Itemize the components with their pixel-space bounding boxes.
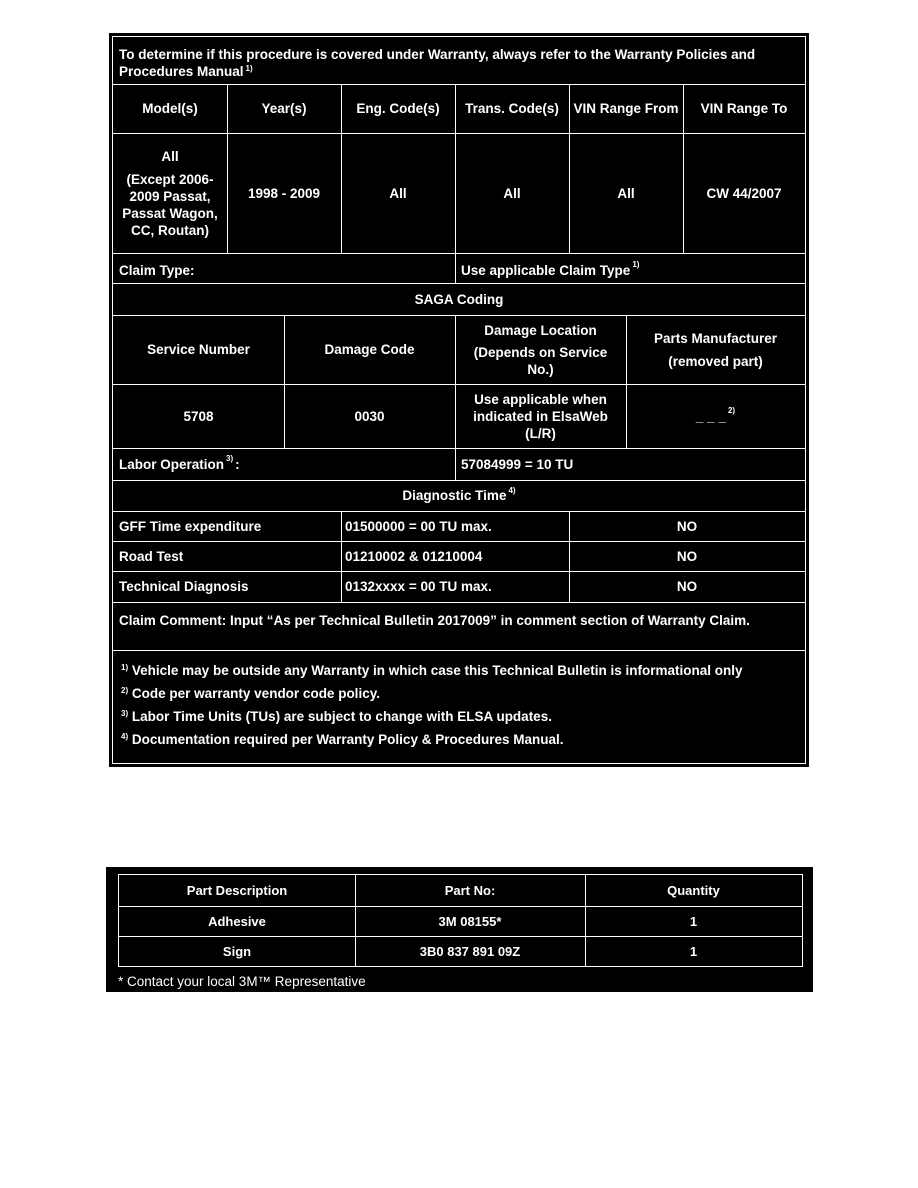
footnote-marker: 1) [121, 663, 129, 672]
parts-table [118, 874, 803, 967]
header-vin-from: VIN Range From [573, 101, 679, 116]
footnote-item [119, 659, 799, 682]
part-number: 3M 08155* [438, 913, 502, 929]
claim-type-label: Claim Type: [119, 262, 195, 278]
models-detail: (Except 2006-2009 Passat, Passat Wagon, CC, Routan) [122, 171, 218, 238]
service-number-value: 5708 [183, 408, 214, 424]
diagnostic-row-code: 01210002 & 01210004 [345, 548, 483, 564]
part-description: Sign [222, 943, 252, 959]
diagnostic-row-name: GFF Time expenditure [119, 518, 262, 534]
footnote-marker: 3) [121, 709, 129, 718]
footnote-text: Labor Time Units (TUs) are subject to change with ELSA updates. [131, 709, 552, 724]
footnote-item [119, 728, 799, 751]
header-trans-codes: Trans. Code(s) [465, 101, 559, 116]
labor-operation-label: Labor Operation $^{3)}$ : [119, 454, 240, 472]
warranty-table [109, 33, 809, 767]
damage-code-value: 0030 [354, 408, 385, 424]
claim-type-text: Use applicable Claim Type [461, 262, 631, 278]
claim-type-value: Use applicable Claim Type $^{1)}$ [461, 260, 640, 278]
damage-location-value [455, 384, 626, 448]
damage-location-lr: (L/R) [525, 425, 556, 441]
parts-manufacturer-sub: (removed part) [668, 353, 763, 369]
footnote-marker: 4) [121, 732, 129, 741]
header-parts-manufacturer [626, 315, 805, 384]
part-quantity: 1 [689, 913, 698, 929]
warranty-intro [113, 37, 805, 84]
labor-operation-value: 57084999 = 10 TU [461, 456, 574, 472]
header-eng-codes: Eng. Code(s) [356, 101, 440, 116]
labor-label-text: Labor Operation [119, 456, 225, 472]
damage-location-text: Use applicable when indicated in ElsaWeb [473, 391, 608, 424]
parts-note: * Contact your local 3M™ Representative [118, 974, 366, 989]
header-part-description: Part Description [186, 883, 288, 898]
diagnostic-row-name: Road Test [119, 548, 184, 564]
diagnostic-row-value: NO [676, 518, 698, 534]
claim-comment: Claim Comment: Input “As per Technical Bulletin 2017009” in comment section of Warranty Claim. [119, 613, 750, 628]
parts-manufacturer-title: Parts Manufacturer [653, 330, 778, 346]
header-service-number: Service Number [147, 342, 250, 357]
part-quantity: 1 [689, 943, 698, 959]
diagnostic-title: Diagnostic Time $^{4)}$ [402, 485, 516, 503]
footnote-marker: 2) [121, 686, 129, 695]
vin-from-value: All [617, 185, 635, 201]
header-vin-to: VIN Range To [700, 101, 788, 116]
part-number: 3B0 837 891 09Z [419, 943, 521, 959]
header-models: Model(s) [142, 101, 198, 116]
diagnostic-row-code: 01500000 = 00 TU max. [345, 518, 492, 534]
footnotes [113, 650, 805, 764]
diagnostic-row-value: NO [676, 548, 698, 564]
damage-location-sub: (Depends on Service No.) [473, 344, 608, 377]
footnote-text: Vehicle may be outside any Warranty in which case this Technical Bulletin is informational only [131, 663, 743, 678]
header-damage-location [455, 315, 626, 384]
footnote-text: Code per warranty vendor code policy. [131, 686, 380, 701]
parts-manufacturer-value: _ _ _ $^{2)}$ [695, 406, 736, 424]
diagnostic-row-value: NO [676, 579, 698, 594]
eng-code-value: All [389, 185, 407, 201]
diagnostic-row-code: 0132xxxx = 00 TU max. [345, 579, 492, 594]
models-main: All [161, 148, 179, 164]
warranty-frame [112, 36, 806, 764]
footnote-item [119, 705, 799, 728]
header-quantity: Quantity [667, 883, 720, 898]
header-years: Year(s) [261, 101, 307, 116]
part-description: Adhesive [208, 913, 266, 929]
diagnostic-title-text: Diagnostic Time [402, 488, 507, 503]
footnote-text: Documentation required per Warranty Policy & Procedures Manual. [131, 732, 564, 747]
parts-manufacturer-blank: _ _ _ [695, 408, 726, 424]
labor-label-colon: : [235, 456, 240, 472]
parts-panel [106, 867, 813, 992]
years-value: 1998 - 2009 [247, 185, 321, 201]
saga-title: SAGA Coding [414, 291, 504, 307]
diagnostic-row-name: Technical Diagnosis [119, 579, 249, 594]
footnote-ref: 1) [245, 64, 253, 73]
models-cell [113, 133, 227, 253]
intro-text: To determine if this procedure is covered under Warranty, always refer to the Warranty Policies and Procedures Manual [119, 47, 756, 79]
vin-to-value: CW 44/2007 [706, 185, 782, 201]
damage-location-title: Damage Location [484, 322, 597, 338]
header-damage-code: Damage Code [324, 342, 415, 357]
footnote-item [119, 682, 799, 705]
header-part-no: Part No: [444, 883, 496, 898]
trans-code-value: All [503, 185, 521, 201]
